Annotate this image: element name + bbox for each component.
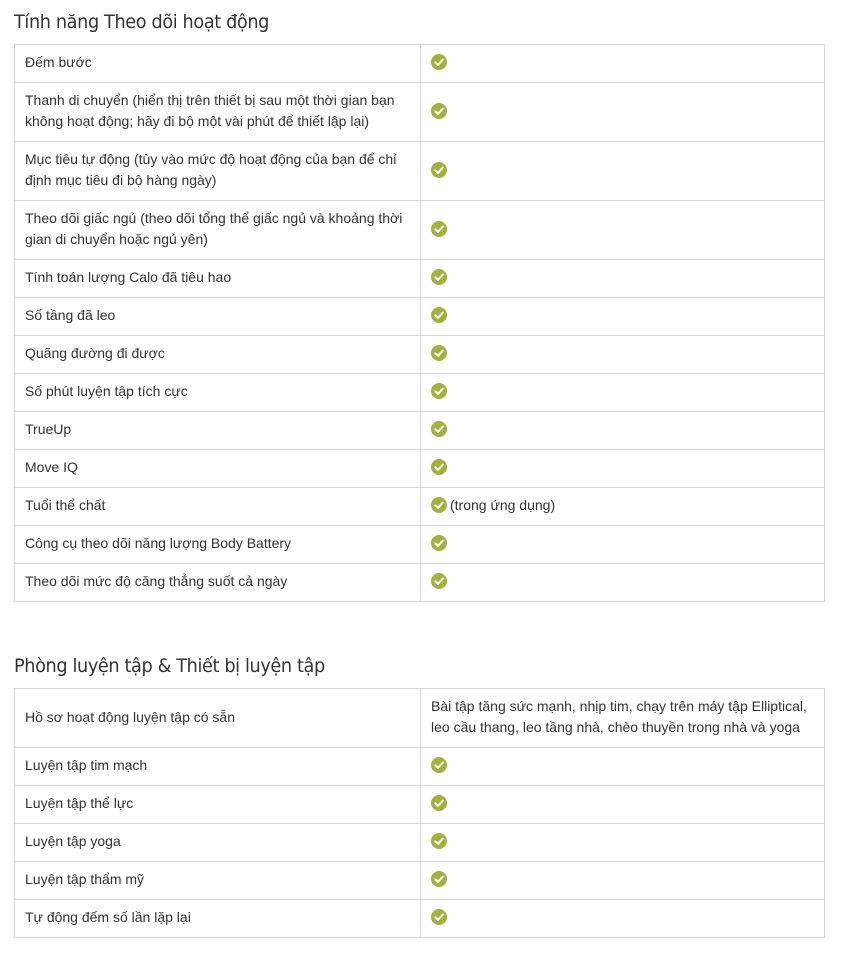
table-row xyxy=(15,412,825,450)
table-row xyxy=(15,564,825,602)
activity-tracking-table xyxy=(14,44,825,602)
gym-equipment-table xyxy=(14,688,825,938)
table-row xyxy=(15,488,825,526)
feature-name: Theo dõi giấc ngủ (theo dõi tổng thể giấc ngủ và khoảng thời gian di chuyển hoặc ngủ yên) xyxy=(15,201,421,260)
feature-name: Hồ sơ hoạt động luyện tập có sẵn xyxy=(15,689,421,748)
feature-name: Luyện tập tim mạch xyxy=(15,748,421,786)
feature-value xyxy=(421,374,825,412)
feature-name: Số tầng đã leo xyxy=(15,298,421,336)
feature-value xyxy=(421,488,825,526)
feature-name: Tự động đếm số lần lặp lại xyxy=(15,900,421,938)
feature-value xyxy=(421,201,825,260)
table-row xyxy=(15,336,825,374)
feature-value xyxy=(421,450,825,488)
feature-name: Quãng đường đi được xyxy=(15,336,421,374)
feature-name: Số phút luyện tập tích cực xyxy=(15,374,421,412)
table-row xyxy=(15,201,825,260)
check-circle-icon xyxy=(431,345,447,361)
feature-value xyxy=(421,900,825,938)
feature-name: TrueUp xyxy=(15,412,421,450)
table-row xyxy=(15,526,825,564)
feature-value xyxy=(421,824,825,862)
table-row xyxy=(15,900,825,938)
check-circle-icon xyxy=(431,307,447,323)
feature-name: Move IQ xyxy=(15,450,421,488)
table-row xyxy=(15,748,825,786)
feature-value xyxy=(421,689,825,748)
check-circle-icon xyxy=(431,833,447,849)
feature-value xyxy=(421,298,825,336)
check-circle-icon xyxy=(431,573,447,589)
check-circle-icon xyxy=(431,383,447,399)
feature-name: Công cụ theo dõi năng lượng Body Battery xyxy=(15,526,421,564)
check-circle-icon xyxy=(431,795,447,811)
feature-name: Đếm bước xyxy=(15,45,421,83)
check-circle-icon xyxy=(431,909,447,925)
table-row xyxy=(15,824,825,862)
check-circle-icon xyxy=(431,421,447,437)
check-circle-icon xyxy=(431,535,447,551)
feature-name: Mục tiêu tự động (tùy vào mức độ hoạt động của bạn để chỉ định mục tiêu đi bộ hàng ngày) xyxy=(15,142,421,201)
table-row xyxy=(15,689,825,748)
check-circle-icon xyxy=(431,103,447,119)
feature-name: Thanh di chuyển (hiển thị trên thiết bị sau một thời gian bạn không hoạt động; hãy đi bộ một vài phút để thiết lập lại) xyxy=(15,83,421,142)
feature-value xyxy=(421,83,825,142)
feature-value xyxy=(421,260,825,298)
feature-value xyxy=(421,786,825,824)
feature-value xyxy=(421,142,825,201)
check-circle-icon xyxy=(431,54,447,70)
check-circle-icon xyxy=(431,221,447,237)
section-title-gym-equipment: Phòng luyện tập & Thiết bị luyện tập xyxy=(14,655,325,677)
feature-name: Luyện tập thể lực xyxy=(15,786,421,824)
table-row xyxy=(15,862,825,900)
feature-name: Tuổi thể chất xyxy=(15,488,421,526)
feature-value xyxy=(421,336,825,374)
table-row xyxy=(15,83,825,142)
feature-value xyxy=(421,862,825,900)
table-row xyxy=(15,260,825,298)
feature-value xyxy=(421,526,825,564)
feature-value xyxy=(421,412,825,450)
feature-value xyxy=(421,748,825,786)
feature-name: Luyện tập thẩm mỹ xyxy=(15,862,421,900)
check-circle-icon xyxy=(431,497,447,513)
table-row xyxy=(15,374,825,412)
feature-value xyxy=(421,564,825,602)
check-circle-icon xyxy=(431,269,447,285)
table-row xyxy=(15,142,825,201)
feature-name: Tính toán lượng Calo đã tiêu hao xyxy=(15,260,421,298)
table-row xyxy=(15,450,825,488)
table-row xyxy=(15,298,825,336)
check-circle-icon xyxy=(431,459,447,475)
feature-value xyxy=(421,45,825,83)
feature-name: Luyện tập yoga xyxy=(15,824,421,862)
check-circle-icon xyxy=(431,757,447,773)
section-title-activity-tracking: Tính năng Theo dõi hoạt động xyxy=(14,11,270,33)
table-row xyxy=(15,786,825,824)
feature-note: (trong ứng dụng) xyxy=(450,497,556,513)
feature-name: Theo dõi mức độ căng thẳng suốt cả ngày xyxy=(15,564,421,602)
feature-note: Bài tập tăng sức mạnh, nhịp tim, chạy trên máy tập Elliptical, leo cầu thang, leo tầng nhà, chèo thuyền trong nhà và yoga xyxy=(431,698,807,735)
table-row xyxy=(15,45,825,83)
check-circle-icon xyxy=(431,162,447,178)
check-circle-icon xyxy=(431,871,447,887)
